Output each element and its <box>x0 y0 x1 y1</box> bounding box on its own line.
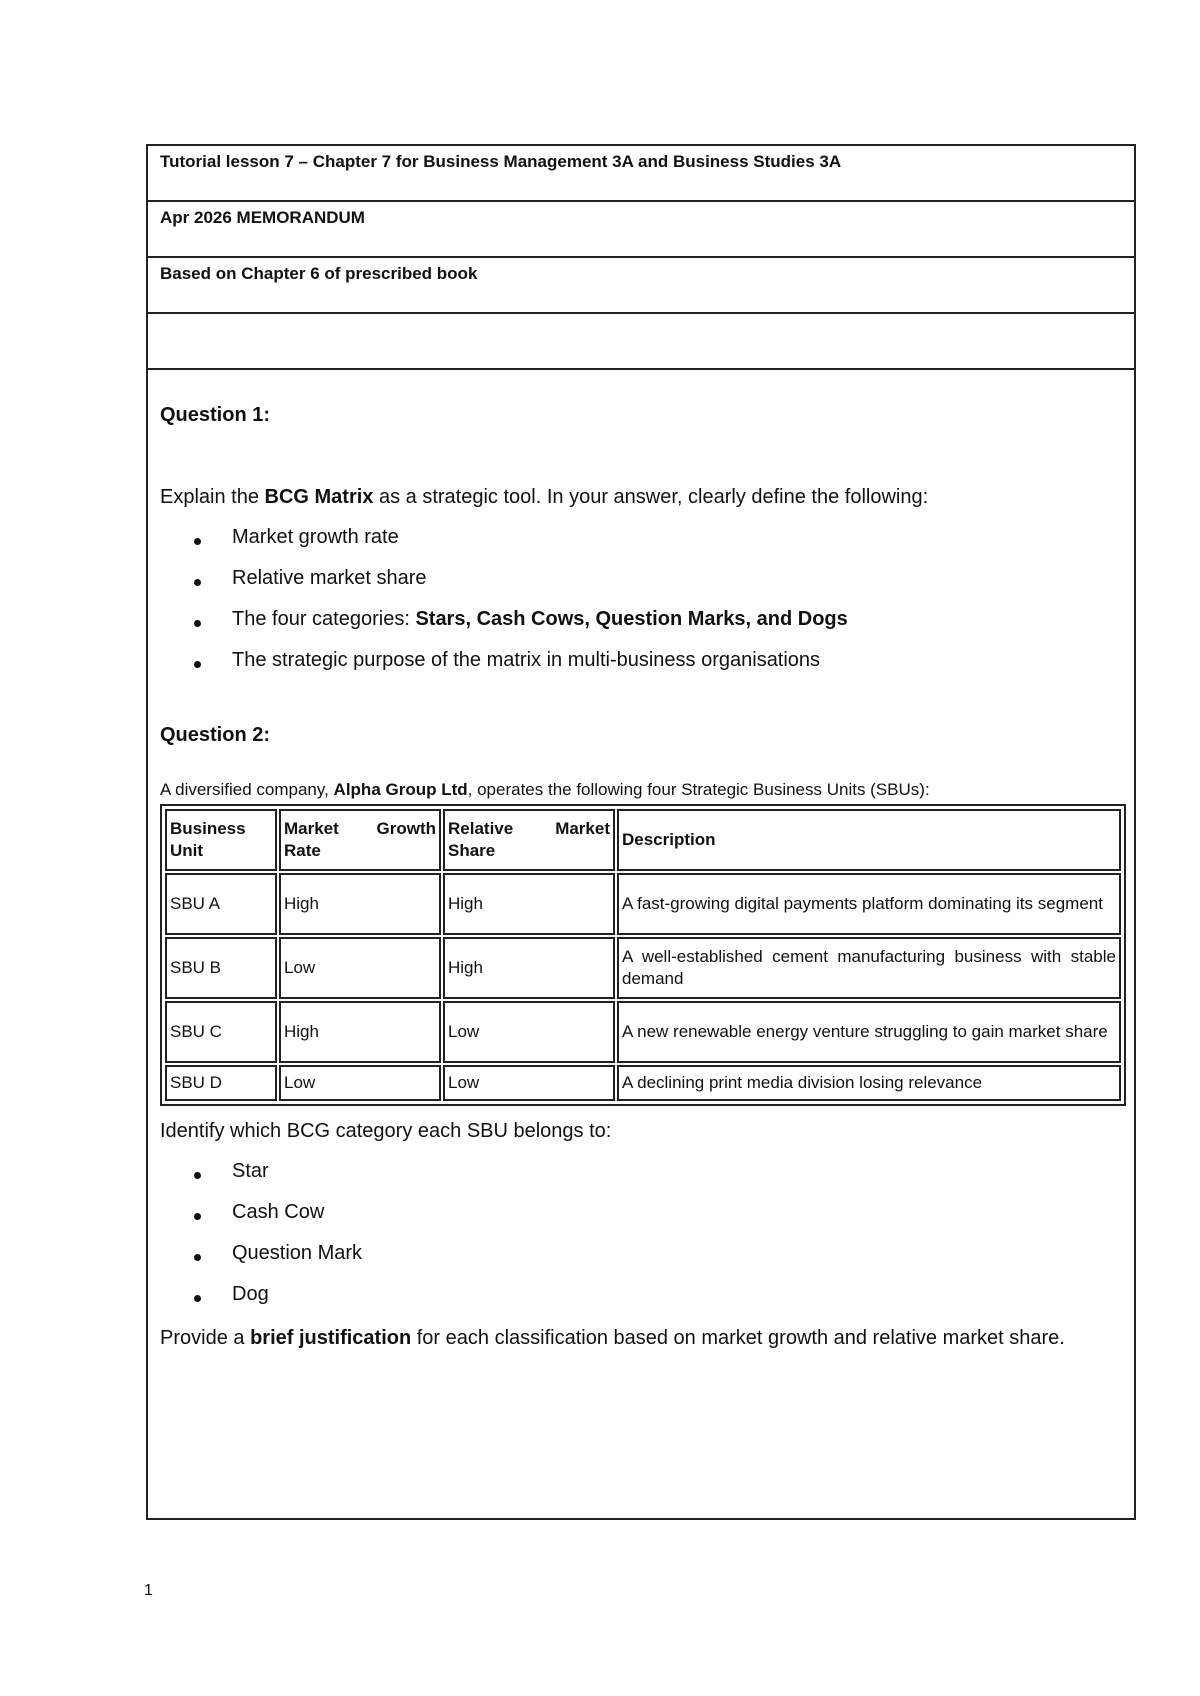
title-row <box>148 146 1134 202</box>
cell-description: A fast-growing digital payments platform dominating its segment <box>617 873 1121 935</box>
cell-unit: SBU A <box>165 873 277 935</box>
cell-share: High <box>443 937 615 999</box>
table-header-row <box>165 809 1121 871</box>
cell-description: A new renewable energy venture struggling to gain market share <box>617 1001 1121 1063</box>
question-1-heading: Question 1: <box>160 404 271 426</box>
cell-description: A well-established cement manufacturing business with stable demand <box>617 937 1121 999</box>
question-1-bullets <box>160 526 1122 690</box>
header-business-unit: Business Unit <box>165 809 277 871</box>
list-item: Cash Cow <box>160 1201 1122 1242</box>
cell-share: Low <box>443 1065 615 1101</box>
list-item: Relative market share <box>160 567 1122 608</box>
memo-row <box>148 202 1134 258</box>
identify-instruction: Identify which BCG category each SBU belongs to: <box>160 1120 612 1142</box>
memo-label: Apr 2026 MEMORANDUM <box>160 208 365 227</box>
cell-growth: Low <box>279 937 441 999</box>
sbu-table <box>163 807 1123 1103</box>
cell-share: High <box>443 873 615 935</box>
cell-growth: High <box>279 873 441 935</box>
question-2-heading: Question 2: <box>160 724 271 746</box>
page-number: 1 <box>144 1582 153 1599</box>
bcg-category-list <box>160 1160 1122 1324</box>
table-row <box>165 873 1121 935</box>
header-market-growth: Market Growth Rate <box>279 809 441 871</box>
justification-instruction: Provide a brief justification for each classification based on market growth and relative market share. <box>160 1327 1065 1349</box>
table-row <box>165 1065 1121 1101</box>
list-item: Question Mark <box>160 1242 1122 1283</box>
question-2-intro: A diversified company, Alpha Group Ltd, operates the following four Strategic Business Units (SBUs): <box>160 780 930 799</box>
cell-share: Low <box>443 1001 615 1063</box>
list-item: The strategic purpose of the matrix in multi-business organisations <box>160 649 1122 690</box>
basis-row <box>148 258 1134 314</box>
question-1-prompt: Explain the BCG Matrix as a strategic tool. In your answer, clearly define the following: <box>160 486 929 508</box>
header-description: Description <box>617 809 1121 871</box>
basis-label: Based on Chapter 6 of prescribed book <box>160 264 478 283</box>
list-item: The four categories: Stars, Cash Cows, Question Marks, and Dogs <box>160 608 1122 649</box>
cell-growth: High <box>279 1001 441 1063</box>
cell-description: A declining print media division losing relevance <box>617 1065 1121 1101</box>
list-item: Star <box>160 1160 1122 1201</box>
tutorial-title: Tutorial lesson 7 – Chapter 7 for Business Management 3A and Business Studies 3A <box>160 152 842 171</box>
list-item: Market growth rate <box>160 526 1122 567</box>
cell-growth: Low <box>279 1065 441 1101</box>
header-relative-share: Relative Market Share <box>443 809 615 871</box>
questions-body <box>148 370 1134 1518</box>
table-row <box>165 937 1121 999</box>
sbu-table-wrapper <box>160 804 1126 1106</box>
cell-unit: SBU D <box>165 1065 277 1101</box>
list-item: Dog <box>160 1283 1122 1324</box>
cell-unit: SBU B <box>165 937 277 999</box>
empty-row <box>148 314 1134 370</box>
table-row <box>165 1001 1121 1063</box>
tutorial-frame <box>146 144 1136 1520</box>
cell-unit: SBU C <box>165 1001 277 1063</box>
